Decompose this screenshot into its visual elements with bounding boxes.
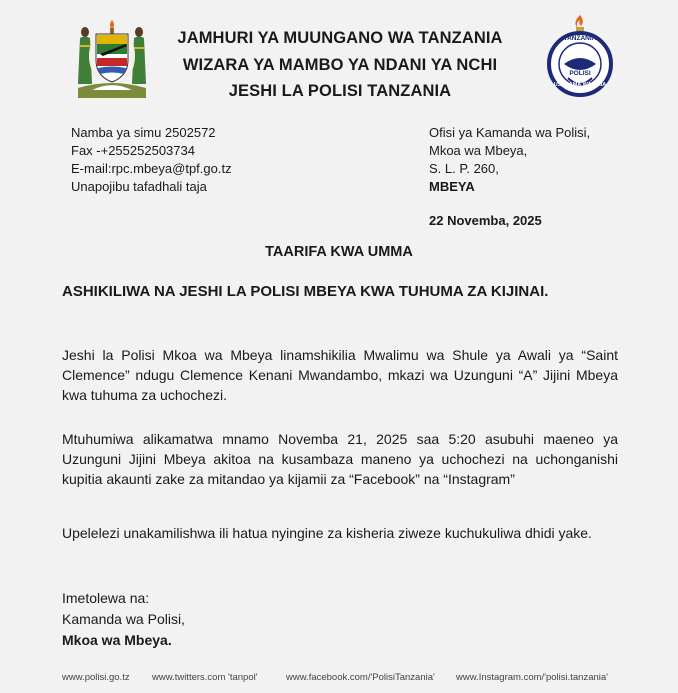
footer-link-facebook[interactable]: www.facebook.com/'PolisiTanzania' (286, 672, 435, 683)
header-line-1: JAMHURI YA MUUNGANO WA TANZANIA (177, 29, 503, 47)
coat-of-arms-logo (70, 18, 154, 100)
body-paragraph-3: Upelelezi unakamilishwa ili hatua nyingine za kisheria ziweze kuchukuliwa dhidi yake. (62, 525, 592, 541)
footer-link-website[interactable]: www.polisi.go.tz (62, 672, 130, 683)
letter-date: 22 Novemba, 2025 (429, 213, 542, 228)
address-block (429, 124, 590, 196)
contact-fax: Fax -+255252503734 (71, 143, 195, 158)
footer-link-twitter[interactable]: www.twitters.com 'tanpol' (152, 672, 258, 683)
body-paragraph-2: Mtuhumiwa alikamatwa mnamo Novemba 21, 2025 saa 5:20 asubuhi maeneo ya Uzunguni Jijini Mbeya akitoa na kusambaza maneno ya uchochezi na uchonganishi kupitia akaunti zake za mitandao ya kijamii za “Facebook” na “Instagram” (62, 431, 618, 487)
signature-region: Mkoa wa Mbeya. (62, 632, 172, 648)
address-city: MBEYA (429, 179, 475, 194)
body-paragraph-1: Jeshi la Polisi Mkoa wa Mbeya linamshikilia Mwalimu wa Shule ya Awali ya “Saint Clemence” ndugu Clemence Kenani Mwandambo, mkazi wa Uzunguni “A” Jijini Mbeya kwa tuhuma za uchochezi. (62, 347, 618, 403)
contact-block (71, 124, 232, 196)
notice-title: TAARIFA KWA UMMA (265, 244, 413, 260)
header-line-3: JESHI LA POLISI TANZANIA (228, 82, 452, 100)
contact-email: E-mail:rpc.mbeya@tpf.go.tz (71, 161, 232, 176)
police-logo-middle-text: POLISI (569, 70, 591, 77)
police-logo-top-text: TANZANIA (563, 35, 597, 42)
police-logo-bottom-text: USALAMA WA RAIA (553, 82, 607, 88)
address-line-3: S. L. P. 260, (429, 161, 499, 176)
signature-title: Kamanda wa Polisi, (62, 611, 185, 627)
header-line-2: WIZARA YA MAMBO YA NDANI YA NCHI (182, 56, 498, 74)
contact-reply-note: Unapojibu tafadhali taja (71, 179, 207, 194)
address-line-1: Ofisi ya Kamanda wa Polisi, (429, 125, 591, 140)
contact-phone: Namba ya simu 2502572 (71, 125, 216, 140)
address-line-2: Mkoa wa Mbeya, (429, 143, 528, 158)
footer-link-instagram[interactable]: www.Instagram.com/'polisi.tanzania' (456, 672, 608, 683)
signature-block (62, 588, 185, 651)
signature-issued-by: Imetolewa na: (62, 590, 150, 606)
headline: ASHIKILIWA NA JESHI LA POLISI MBEYA KWA TUHUMA ZA KIJINAI. (62, 283, 549, 300)
